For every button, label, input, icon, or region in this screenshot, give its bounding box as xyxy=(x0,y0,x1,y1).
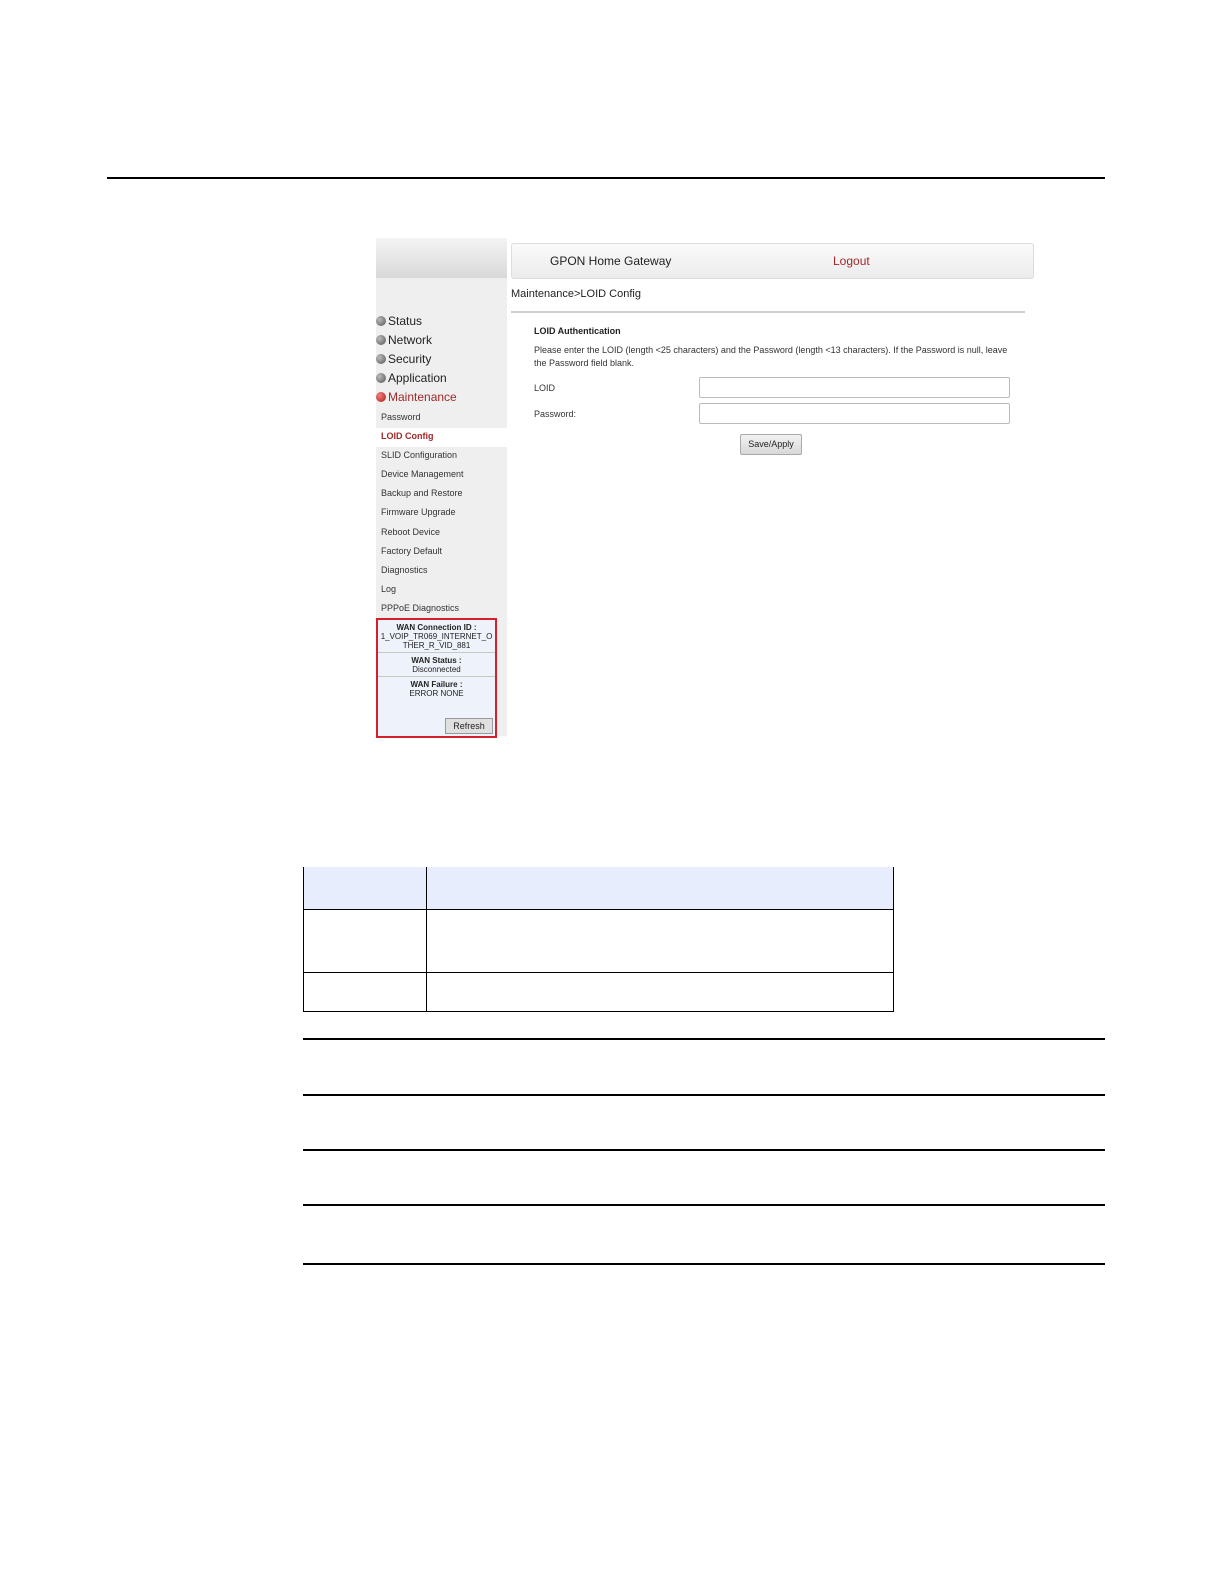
menu-item-network[interactable] xyxy=(376,333,432,351)
table-cell xyxy=(304,973,427,1012)
submenu-item-log[interactable]: Log xyxy=(381,584,397,594)
wan-status-value: Disconnected xyxy=(412,665,461,674)
loid-label: LOID xyxy=(534,383,556,393)
wan-connection-id-label: WAN Connection ID : xyxy=(396,623,477,632)
menu-item-label: Maintenance xyxy=(388,390,457,404)
divider-rule xyxy=(303,1263,1105,1265)
menu-item-label: Network xyxy=(388,333,433,347)
password-label: Password: xyxy=(534,409,577,419)
wan-failure-section xyxy=(378,677,495,700)
table-row xyxy=(304,973,894,1012)
menu-item-label: Application xyxy=(388,371,447,385)
plus-circle-icon xyxy=(376,373,386,383)
plus-circle-icon xyxy=(376,354,386,364)
submenu-item-slid-configuration[interactable]: SLID Configuration xyxy=(381,450,458,460)
parameter-table xyxy=(303,867,894,1012)
wan-status-section xyxy=(378,653,495,677)
password-input[interactable] xyxy=(699,403,1010,424)
table-cell xyxy=(427,973,894,1012)
refresh-button[interactable]: Refresh xyxy=(445,718,493,734)
loid-input[interactable] xyxy=(699,377,1010,398)
divider-rule xyxy=(303,1204,1105,1206)
submenu-item-pppoe-diagnostics[interactable]: PPPoE Diagnostics xyxy=(381,603,460,613)
menu-item-label: Security xyxy=(388,352,432,366)
wan-status-panel xyxy=(376,618,497,738)
wan-failure-value: ERROR NONE xyxy=(409,689,464,698)
divider-rule xyxy=(303,1094,1105,1096)
submenu-item-reboot-device[interactable]: Reboot Device xyxy=(381,527,441,537)
submenu-item-device-management[interactable]: Device Management xyxy=(381,469,464,479)
logout-link[interactable]: Logout xyxy=(833,254,870,268)
plus-circle-icon xyxy=(376,335,386,345)
submenu-item-diagnostics[interactable]: Diagnostics xyxy=(381,565,428,575)
submenu-item-factory-default[interactable]: Factory Default xyxy=(381,546,443,556)
table-cell xyxy=(304,867,427,910)
router-screenshot xyxy=(376,238,1032,738)
menu-item-label: Status xyxy=(388,314,423,328)
wan-connection-section xyxy=(378,620,495,653)
wan-failure-label: WAN Failure : xyxy=(410,680,463,689)
table-header-row xyxy=(304,867,894,910)
submenu-item-loid-config[interactable]: LOID Config xyxy=(381,431,434,441)
menu-item-application[interactable] xyxy=(376,371,447,389)
menu-item-security[interactable] xyxy=(376,352,431,370)
breadcrumb-divider xyxy=(511,311,1025,313)
plus-circle-icon xyxy=(376,316,386,326)
submenu-item-password[interactable]: Password xyxy=(381,412,421,422)
page-header-rule xyxy=(107,177,1105,179)
divider-rule xyxy=(303,1149,1105,1151)
table-cell xyxy=(304,910,427,973)
brand-title: GPON Home Gateway xyxy=(550,254,672,268)
wan-connection-id-value: 1_VOIP_TR069_INTERNET_OTHER_R_VID_881 xyxy=(380,632,493,650)
divider-rule xyxy=(303,1038,1105,1040)
submenu-item-firmware-upgrade[interactable]: Firmware Upgrade xyxy=(381,507,456,517)
submenu-item-backup-restore[interactable]: Backup and Restore xyxy=(381,488,463,498)
sidebar-header xyxy=(376,238,507,278)
section-description: Please enter the LOID (length <25 characters) and the Password (length <13 characters). If the Password is null, leave the Password field blank. xyxy=(534,345,1008,368)
menu-item-maintenance[interactable] xyxy=(376,390,457,408)
section-title: LOID Authentication xyxy=(534,326,621,336)
menu-item-status[interactable] xyxy=(376,314,422,332)
table-row xyxy=(304,910,894,973)
save-apply-button[interactable]: Save/Apply xyxy=(740,434,802,455)
breadcrumb: Maintenance>LOID Config xyxy=(511,288,641,300)
wan-status-label: WAN Status : xyxy=(411,656,462,665)
top-bar xyxy=(511,243,1034,279)
minus-circle-icon xyxy=(376,392,386,402)
table-cell xyxy=(427,867,894,910)
table-cell xyxy=(427,910,894,973)
